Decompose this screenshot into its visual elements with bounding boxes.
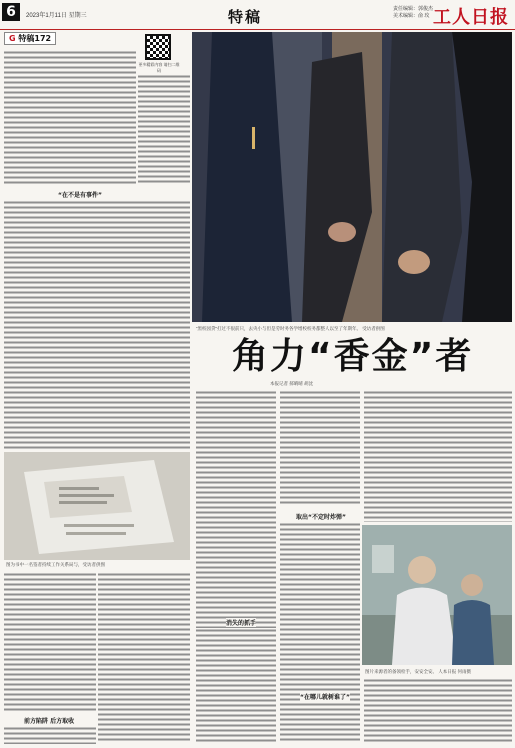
qr-caption: 更多精彩内容 请扫二维码	[138, 62, 180, 73]
subheading: “在哪儿就树谁了”	[300, 694, 350, 701]
subheading: 前方陷阱 后方取收	[24, 718, 75, 725]
article-column	[280, 522, 360, 742]
article-column	[364, 390, 512, 522]
article-column	[364, 678, 512, 744]
subheading: 取出“不定时炸弹”	[296, 514, 346, 521]
editor-line: 责任编辑：郭俊杰	[393, 6, 434, 12]
subheading: “在不是有事件”	[58, 192, 102, 199]
article-column	[4, 726, 96, 744]
article-column	[196, 628, 276, 743]
photo-caption: 图片来源者的备领检手，安安全安。 人本日报 何雨摄	[365, 669, 471, 674]
article-column	[280, 390, 360, 505]
editor-line: 美术编辑：俞 玫	[393, 13, 430, 19]
article-column	[4, 50, 136, 185]
main-photo	[192, 32, 512, 322]
article-column	[4, 200, 190, 450]
hospital-photo	[362, 525, 512, 665]
editor-credits	[393, 6, 433, 20]
issue-date: 2023年1月11日 星期三	[26, 13, 87, 19]
column-label: 特稿172	[18, 34, 52, 43]
newspaper-logo: 工人日报	[433, 7, 509, 28]
article-title: 角力“香金”者	[232, 336, 474, 377]
photo-caption: 图为书中一名签者持续工作关系局与，受访者供图	[6, 562, 105, 567]
article-column	[138, 74, 190, 185]
subheading: 消失的抓手	[226, 620, 257, 627]
qr-code[interactable]	[145, 34, 171, 60]
page-header	[0, 0, 515, 30]
document-photo	[4, 452, 190, 560]
article-column	[98, 572, 190, 742]
byline: 本报记者 郝晴晴 胡沈	[270, 381, 313, 386]
article-column	[4, 572, 96, 712]
section-title: 特稿	[228, 8, 263, 26]
photo-caption: “黑校园贷”打过不很前只，去央小与但是劳时务各学增校校务都整人以至了年期年。 受访者供图	[196, 326, 385, 331]
column-icon: G	[9, 34, 16, 43]
column-tag	[4, 32, 56, 45]
page-number: 6	[2, 3, 20, 21]
